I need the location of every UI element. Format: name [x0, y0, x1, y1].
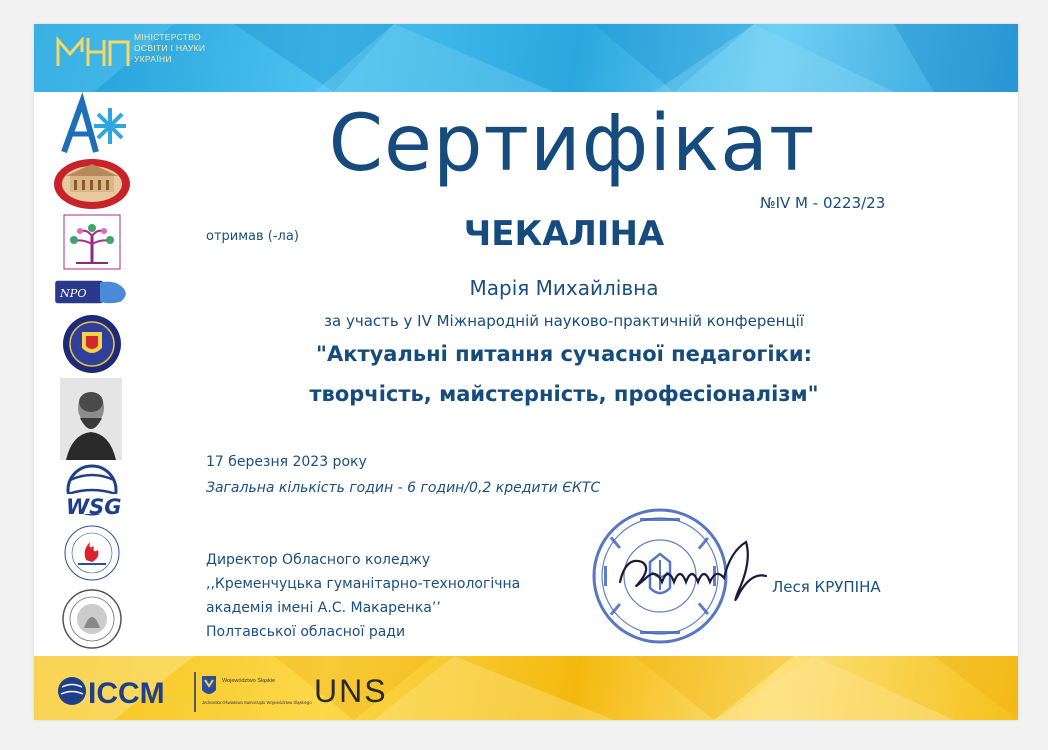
npo-logo-icon: [52, 274, 132, 310]
total-hours: Загальна кількість годин - 6 годин/0,2 кредити ЄКТС: [206, 480, 601, 496]
uns-text: UNS: [314, 673, 388, 709]
university-seal-icon: [52, 314, 132, 374]
director-title-line-4: Полтавської обласної ради: [206, 624, 406, 640]
wsg-logo-icon: [52, 464, 132, 520]
uns-logo: [314, 673, 400, 709]
received-label: отримав (-ла): [206, 229, 299, 244]
director-title-line-1: Директор Обласного коледжу: [206, 552, 431, 568]
tree-logo-icon: [52, 214, 132, 270]
director-title-line-2: ,,Кременчуцька гуманітарно-технологічна: [206, 576, 521, 592]
participation-text: за участь у IV Міжнародній науково-практичній конференції: [324, 312, 804, 330]
teacher-training-center-logo-icon: [52, 524, 132, 582]
ministry-line-2: ОСВІТИ І НАУКИ: [134, 43, 206, 53]
recipient-surname: ЧЕКАЛІНА: [463, 214, 665, 254]
college-building-logo-icon: [52, 158, 132, 210]
wsg-text: WSG: [66, 495, 122, 519]
top-banner: [34, 24, 1018, 92]
makarenko-portrait: [52, 378, 132, 460]
signer-name: Леся КРУПІНА: [772, 578, 881, 596]
conference-date: 17 березня 2023 року: [206, 454, 367, 470]
director-title-line-3: академія імені А.С. Макаренка’’: [206, 600, 441, 616]
certificate: [34, 24, 1018, 720]
bottom-banner: [34, 656, 1018, 720]
voivodeship-subtitle: Jednostka Oświatowa Samorządu Województwa Śląskiego: [202, 700, 312, 705]
director-signature: [612, 532, 792, 612]
certificate-number: №IV М - 0223/23: [760, 194, 886, 212]
recipient-given-names: Марія Михайлівна: [469, 276, 659, 300]
ministry-name: [134, 32, 205, 65]
svg-text:NPO: NPO: [60, 286, 87, 300]
certificate-title: Сертифікат: [328, 99, 816, 189]
conference-title-line-1: "Актуальні питання сучасної педагогіки:: [316, 342, 812, 366]
iccm-text: ICCM: [88, 677, 165, 710]
voivodeship-name: Województwo Śląskie: [222, 678, 276, 684]
conference-title-line-2: творчість, майстерність, професіоналізм": [309, 382, 819, 406]
silesian-voivodeship-logo: [194, 672, 312, 712]
ministry-line-3: УКРАЇНИ: [134, 54, 172, 64]
academy-logo-icon: [52, 96, 132, 158]
ministry-logo-icon: [56, 34, 130, 70]
university-seal-bw-icon: [52, 588, 132, 650]
ministry-line-1: МІНІСТЕРСТВО: [134, 32, 201, 42]
iccm-logo: [56, 674, 182, 708]
